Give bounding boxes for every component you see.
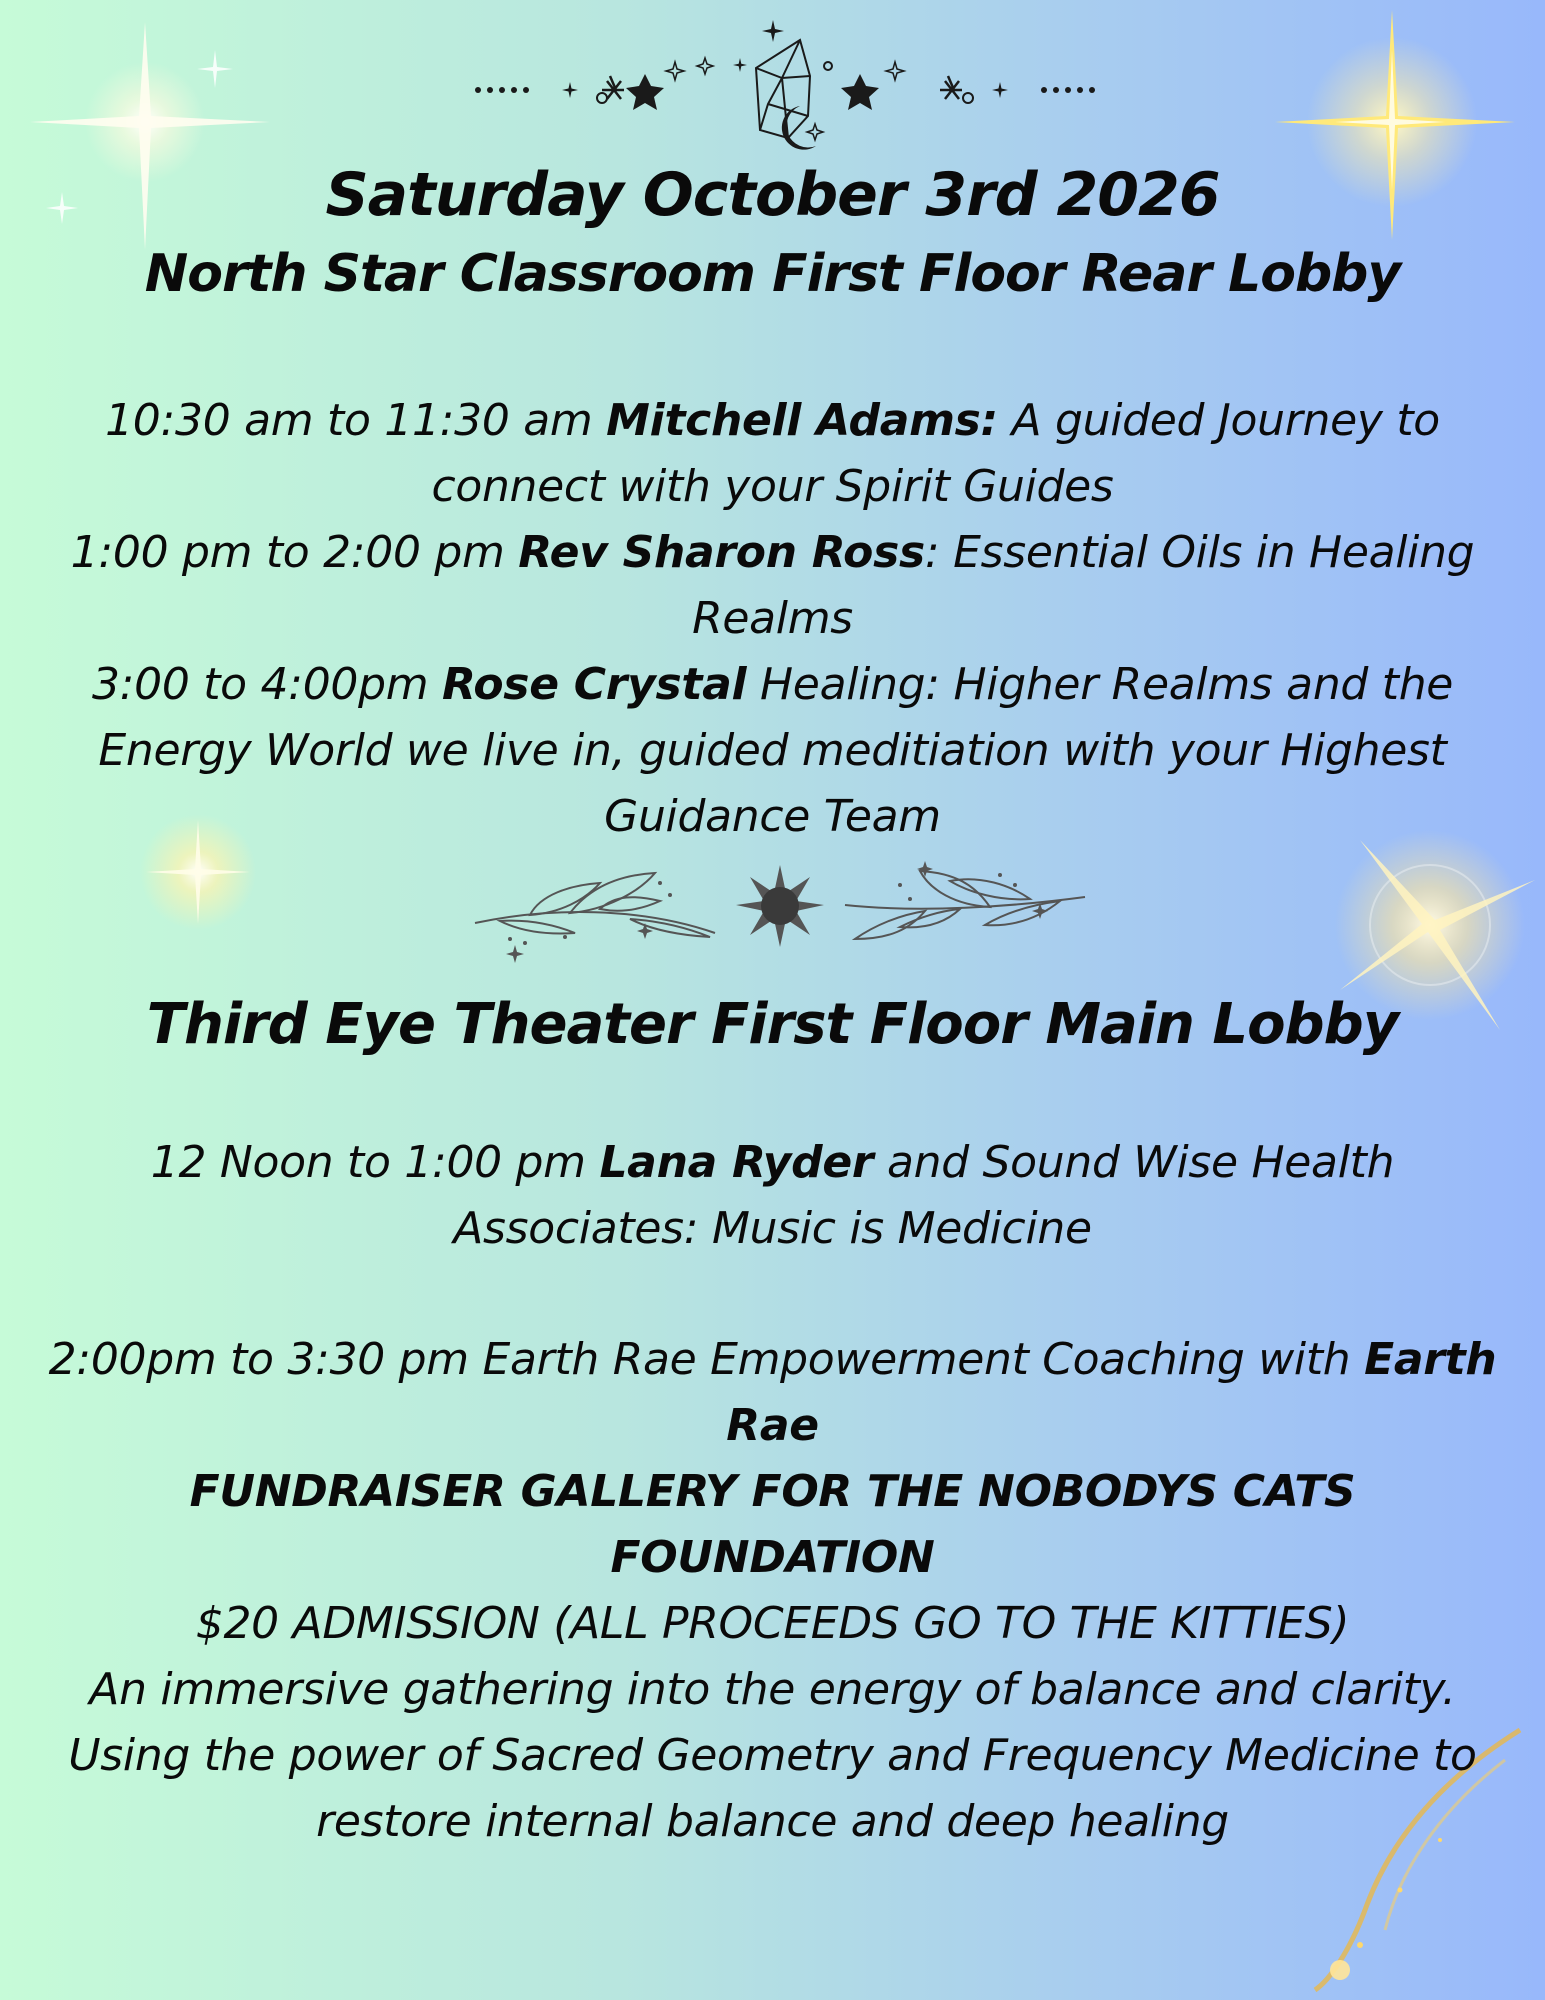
session-rose-crystal	[40, 652, 1505, 850]
presenter-name: Lana Ryder	[599, 1137, 874, 1188]
room-title-north-star: North Star Classroom First Floor Rear Lobby	[144, 244, 1401, 304]
presenter-name: Rose Crystal	[441, 659, 747, 710]
north-star-schedule	[40, 388, 1505, 850]
session-description: Healing: Higher Realms and the Energy World we live in, guided meditiation with your Highest Guidance Team	[98, 659, 1454, 842]
session-time: 1:00 pm to 2:00 pm	[70, 527, 519, 578]
leaf-sun-moon-divider-icon	[470, 855, 1090, 965]
session-time: 3:00 to 4:00pm	[91, 659, 442, 710]
room-title-third-eye: Third Eye Theater First Floor Main Lobby	[146, 992, 1399, 1057]
session-sharon-ross	[40, 520, 1505, 652]
presenter-name: Rev Sharon Ross	[518, 527, 925, 578]
session-time: 10:30 am to 11:30 am	[105, 395, 607, 446]
event-date: Saturday October 3rd 2026	[325, 160, 1220, 230]
presenter-name: Mitchell Adams:	[606, 395, 998, 446]
session-description: and Sound Wise Health Associates: Music is Medicine	[453, 1137, 1395, 1254]
session-earth-rae	[40, 1327, 1505, 1459]
third-eye-later-schedule	[40, 1327, 1505, 1855]
session-lana-ryder	[40, 1130, 1505, 1262]
session-description: : Essential Oils in Healing Realms	[692, 527, 1475, 644]
session-line: 2:00pm to 3:30 pm Earth Rae Empowerment Coaching with	[48, 1334, 1365, 1385]
session-time: 12 Noon to 1:00 pm	[150, 1137, 600, 1188]
event-description: An immersive gathering into the energy of balance and clarity. Using the power of Sacred Geometry and Frequency Medicine to restore internal balance and deep healing	[68, 1664, 1477, 1847]
session-mitchell-adams	[40, 388, 1505, 520]
session-description: A guided Journey to connect with your Spirit Guides	[431, 395, 1440, 512]
third-eye-session-lana-ryder	[40, 1130, 1505, 1262]
fundraiser-heading: FUNDRAISER GALLERY FOR THE NOBODYS CATS FOUNDATION	[189, 1466, 1356, 1583]
presenter-name: Earth Rae	[726, 1334, 1497, 1451]
admission-info: $20 ADMISSION (ALL PROCEEDS GO TO THE KITTIES)	[195, 1598, 1350, 1649]
crystal-moon-stars-ornament-icon	[470, 18, 1100, 156]
